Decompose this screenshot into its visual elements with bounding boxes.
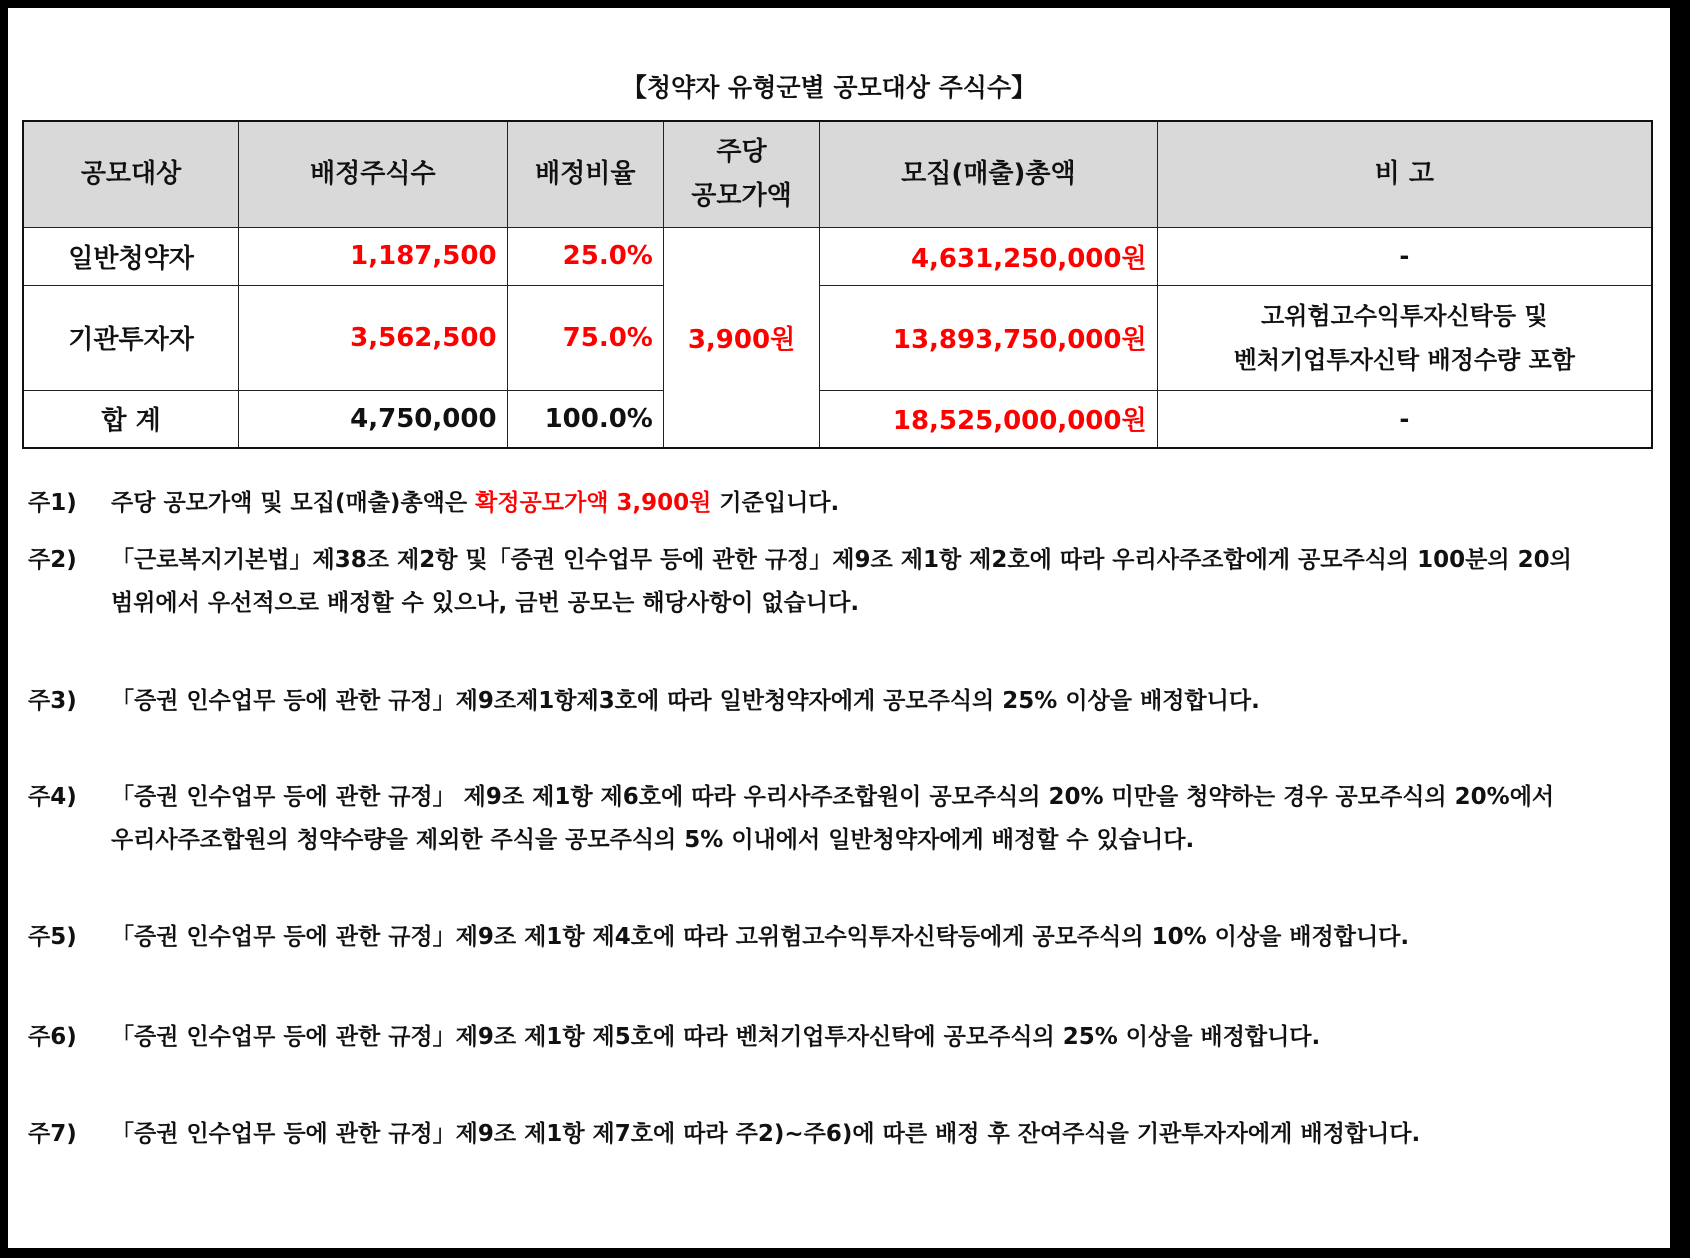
footnote-text: 「증권 인수업무 등에 관한 규정」제9조 제1항 제5호에 따라 벤처기업투자신탁에 공모주식의 25% 이상을 배정합니다. [111, 1024, 1321, 1050]
cell-target: 기관투자자 [23, 285, 239, 390]
table-row-total [23, 390, 1652, 448]
cell-shares: 4,750,000 [239, 390, 507, 448]
remark-line2: 벤처기업투자신탁 배정수량 포함 [1233, 345, 1575, 374]
table-title: 【청약자 유형군별 공모대상 주식수】 [621, 73, 1037, 102]
footnote-text: 「증권 인수업무 등에 관한 규정」제9조 제1항 제7호에 따라 주2)~주6)에 따른 배정 후 잔여주식을 기관투자자에게 배정합니다. [111, 1121, 1421, 1147]
cell-remark [1157, 227, 1652, 285]
footnote-label: 주4) [28, 784, 77, 810]
footnote-5 [28, 916, 1658, 959]
remark-line1: 고위험고수익투자신탁등 및 [1261, 301, 1548, 330]
table-row [23, 227, 1652, 285]
cell-ratio: 75.0% [507, 285, 663, 390]
footnote-text-after: 기준입니다. [711, 490, 840, 516]
footnote-text-before: 주당 공모가액 및 모집(매출)총액은 [111, 490, 476, 516]
header-ratio: 배정비율 [507, 121, 663, 227]
cell-shares: 1,187,500 [239, 227, 507, 285]
cell-ratio: 25.0% [507, 227, 663, 285]
header-total: 모집(매출)총액 [820, 121, 1157, 227]
footnote-label: 주6) [28, 1024, 77, 1050]
table-header-row [23, 121, 1652, 227]
document-page [8, 8, 1670, 1248]
header-price-line2: 공모가액 [691, 181, 792, 212]
header-target: 공모대상 [23, 121, 239, 227]
cell-total: 4,631,250,000원 [820, 227, 1157, 285]
header-shares: 배정주식수 [239, 121, 507, 227]
cell-remark [1157, 390, 1652, 448]
footnote-3 [28, 680, 1658, 723]
table-row [23, 285, 1652, 390]
allocation-table [22, 120, 1653, 449]
cell-price-per-share: 3,900원 [663, 227, 819, 448]
cell-remark [1157, 285, 1652, 390]
footnote-label: 주3) [28, 688, 77, 714]
footnote-4 [28, 776, 1658, 862]
footnote-text: 「증권 인수업무 등에 관한 규정」제9조제1항제3호에 따라 일반청약자에게 공모주식의 25% 이상을 배정합니다. [111, 688, 1260, 714]
footnote-6 [28, 1016, 1658, 1059]
cell-shares: 3,562,500 [239, 285, 507, 390]
cell-target: 합 계 [23, 390, 239, 448]
footnote-label: 주2) [28, 547, 77, 573]
footnote-7 [28, 1113, 1658, 1156]
header-price-line1: 주당 [716, 137, 767, 168]
footnote-text: 「증권 인수업무 등에 관한 규정」 제9조 제1항 제6호에 따라 우리사주조합원이 공모주식의 20% 미만을 청약하는 경우 공모주식의 20%에서 우리사주조합원의 청약수량을 제외한 주식을 공모주식의 5% 이내에서 일반청약자에게 배정할 수 있습니다. [111, 784, 1555, 853]
cell-total: 13,893,750,000원 [820, 285, 1157, 390]
cell-target: 일반청약자 [23, 227, 239, 285]
header-price [663, 121, 819, 227]
footnote-label: 주5) [28, 924, 77, 950]
header-remark: 비 고 [1157, 121, 1652, 227]
remark-line1: - [1399, 242, 1410, 270]
footnote-highlight: 확정공모가액 3,900원 [475, 490, 712, 516]
footnote-text: 「증권 인수업무 등에 관한 규정」제9조 제1항 제4호에 따라 고위험고수익투자신탁등에게 공모주식의 10% 이상을 배정합니다. [111, 924, 1410, 950]
cell-ratio: 100.0% [507, 390, 663, 448]
footnote-label: 주1) [28, 490, 77, 516]
footnote-text [111, 482, 1581, 525]
footnote-2 [28, 539, 1658, 625]
cell-total: 18,525,000,000원 [820, 390, 1157, 448]
footnote-text: 「근로복지기본법」제38조 제2항 및「증권 인수업무 등에 관한 규정」제9조 제1항 제2호에 따라 우리사주조합에게 공모주식의 100분의 20의 범위에서 우선적으로 배정할 수 있으나, 금번 공모는 해당사항이 없습니다. [111, 547, 1572, 616]
remark-line1: - [1399, 404, 1410, 433]
footnote-1 [28, 482, 1658, 525]
footnote-label: 주7) [28, 1121, 77, 1147]
